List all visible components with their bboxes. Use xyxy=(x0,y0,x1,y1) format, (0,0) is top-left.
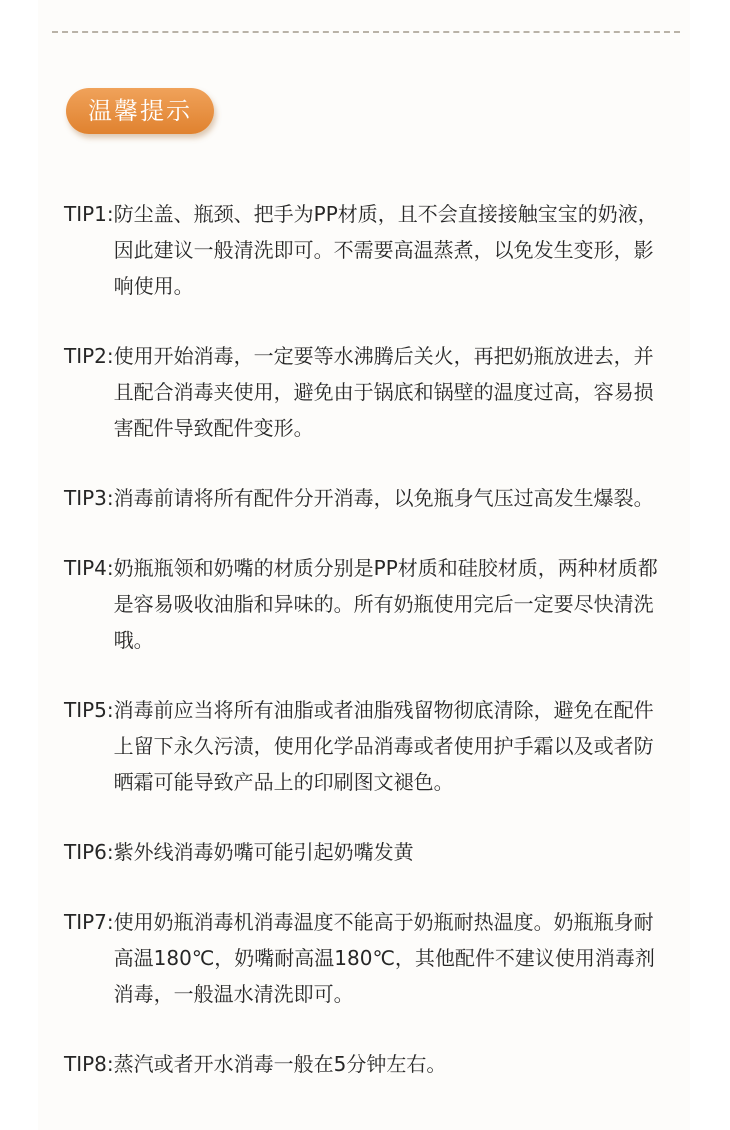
tip-label: TIP2: xyxy=(64,344,114,368)
tips-list xyxy=(64,196,684,1082)
tip-text: 使用开始消毒，一定要等水沸腾后关火，再把奶瓶放进去，并且配合消毒夹使用，避免由于锅底和锅壁的温度过高，容易损害配件导致配件变形。 xyxy=(113,344,654,440)
tip-item xyxy=(64,196,684,304)
dashed-divider xyxy=(52,31,680,33)
tip-label: TIP6: xyxy=(64,840,114,864)
tip-text: 消毒前请将所有配件分开消毒，以免瓶身气压过高发生爆裂。 xyxy=(113,486,654,510)
tip-label: TIP1: xyxy=(64,202,114,226)
tip-label: TIP4: xyxy=(64,556,114,580)
tip-label: TIP5: xyxy=(64,698,114,722)
tip-item xyxy=(64,834,684,870)
tip-item xyxy=(64,550,684,658)
tip-text: 防尘盖、瓶颈、把手为PP材质，且不会直接接触宝宝的奶液，因此建议一般清洗即可。不需要高温蒸煮，以免发生变形，影响使用。 xyxy=(113,202,658,298)
tip-item xyxy=(64,1046,684,1082)
tip-text: 紫外线消毒奶嘴可能引起奶嘴发黄 xyxy=(113,840,414,864)
tip-text: 蒸汽或者开水消毒一般在5分钟左右。 xyxy=(113,1052,447,1076)
tip-item xyxy=(64,692,684,800)
tip-text: 消毒前应当将所有油脂或者油脂残留物彻底清除，避免在配件上留下永久污渍，使用化学品消毒或者使用护手霜以及或者防晒霜可能导致产品上的印刷图文褪色。 xyxy=(113,698,654,794)
tip-label: TIP8: xyxy=(64,1052,114,1076)
tip-label: TIP7: xyxy=(64,910,114,934)
tip-text: 使用奶瓶消毒机消毒温度不能高于奶瓶耐热温度。奶瓶瓶身耐高温180℃，奶嘴耐高温180℃，其他配件不建议使用消毒剂消毒，一般温水清洗即可。 xyxy=(113,910,655,1006)
tip-item xyxy=(64,480,684,516)
tip-item xyxy=(64,338,684,446)
tip-label: TIP3: xyxy=(64,486,114,510)
section-title-badge: 温馨提示 xyxy=(66,88,214,134)
tip-item xyxy=(64,904,684,1012)
tip-text: 奶瓶瓶领和奶嘴的材质分别是PP材质和硅胶材质，两种材质都是容易吸收油脂和异味的。所有奶瓶使用完后一定要尽快清洗哦。 xyxy=(113,556,658,652)
